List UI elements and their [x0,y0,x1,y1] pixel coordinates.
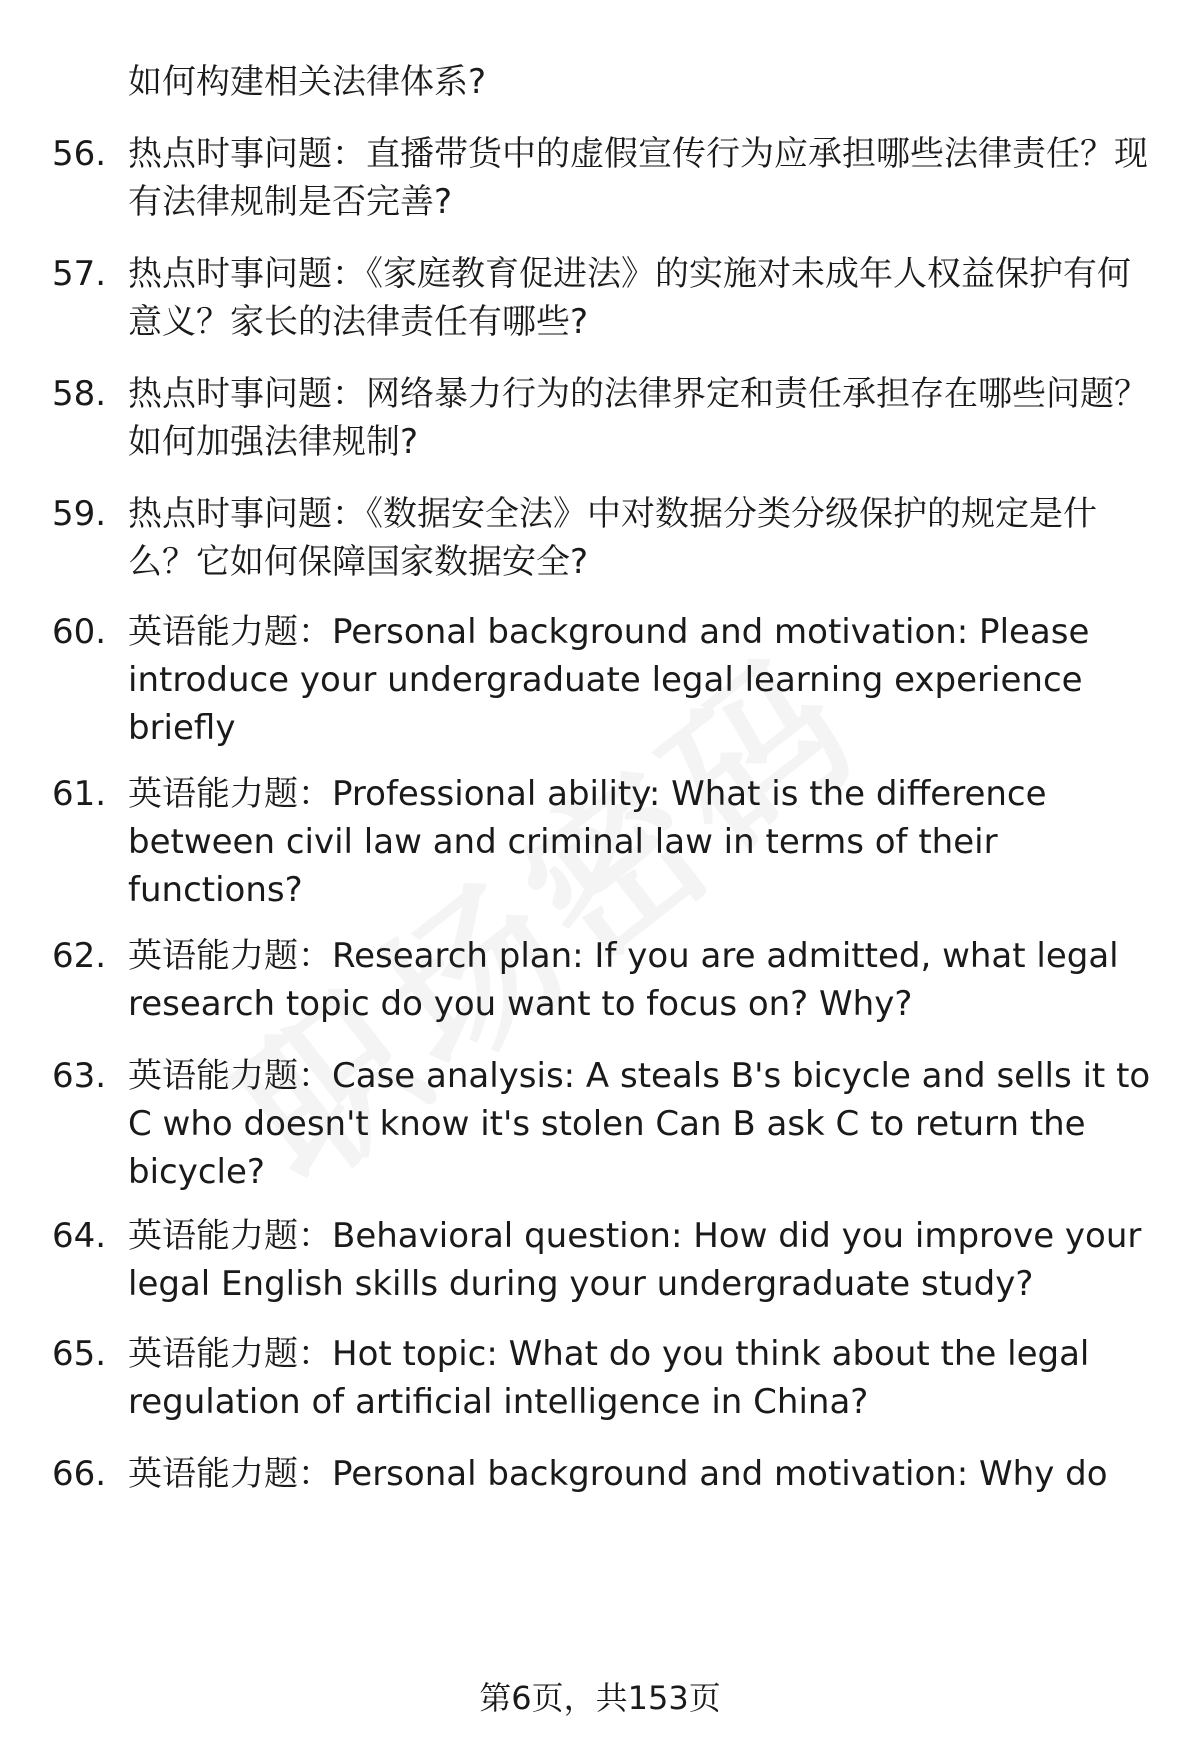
list-item [52,250,1162,346]
item-text: 热点时事问题：网络暴力行为的法律界定和责任承担存在哪些问题？如何加强法律规制? [128,374,1148,462]
item-text: 热点时事问题：《数据安全法》中对数据分类分级保护的规定是什么？它如何保障国家数据安全? [128,494,1097,582]
list-item [52,770,1162,914]
list-item [52,1212,1162,1308]
item-number: 62. [52,936,107,976]
item-text: 英语能力题：Behavioral question: How did you improve your legal English skills during your undergraduate study? [128,1216,1142,1304]
item-number: 56. [52,134,107,174]
item-text: 英语能力题：Personal background and motivation: Please introduce your undergraduate legal learning experience briefly [128,612,1090,748]
item-number: 60. [52,612,107,652]
list-item [52,490,1162,586]
item-text: 英语能力题：Case analysis: A steals B's bicycle and sells it to C who doesn't know it's stolen Can B ask C to return the bicycle? [128,1056,1151,1192]
item-text: 英语能力题：Personal background and motivation: Why do [128,1454,1108,1494]
item-text: 热点时事问题：直播带货中的虚假宣传行为应承担哪些法律责任？现有法律规制是否完善? [128,134,1148,222]
list-item [52,130,1162,226]
list-item [52,608,1162,752]
item-text: 热点时事问题：《家庭教育促进法》的实施对未成年人权益保护有何意义？家长的法律责任有哪些? [128,254,1131,342]
list-item [52,1330,1162,1426]
list-item [52,1450,1162,1498]
item-number: 65. [52,1334,107,1374]
item-number: 63. [52,1056,107,1096]
item-text: 英语能力题：Hot topic: What do you think about the legal regulation of artificial intelligence in China? [128,1334,1090,1422]
item-number: 57. [52,254,107,294]
item-number: 64. [52,1216,107,1256]
page-footer: 第6页，共153页 [479,1679,721,1717]
item-number: 58. [52,374,107,414]
item-number: 66. [52,1454,107,1494]
continuation-text: 如何构建相关法律体系? [128,62,487,102]
item-number: 61. [52,774,107,814]
item-text: 英语能力题：Research plan: If you are admitted, what legal research topic do you want to focus on? Why? [128,936,1119,1024]
item-number: 59. [52,494,107,534]
list-item [52,932,1162,1028]
list-item [52,370,1162,466]
list-item [52,1052,1162,1196]
item-text: 英语能力题：Professional ability: What is the difference between civil law and criminal law in terms of their functions? [128,774,1047,910]
